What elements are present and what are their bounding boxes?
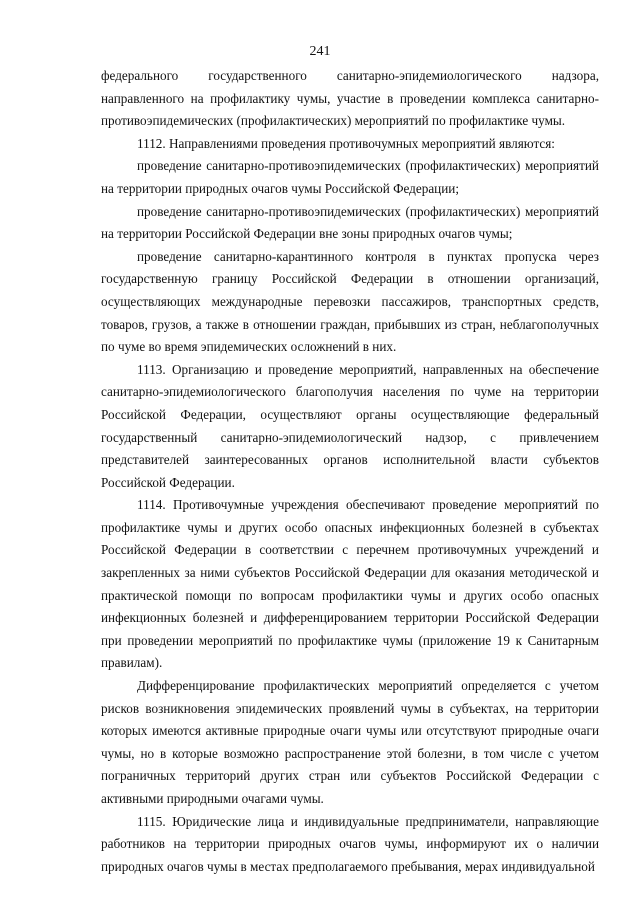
paragraph-1112-item-1: проведение санитарно-противоэпидемических (профилактических) мероприятий на территории природных очагов чумы Российской Федерации; [101, 158, 599, 196]
document-body [101, 65, 599, 878]
paragraph-1113: 1113. Организацию и проведение мероприятий, направленных на обеспечение санитарно-эпидемиологического благополучия населения по чуме на территории Российской Федерации, осуществляют органы осуществляющие федеральный государственный санитарно-эпидемиологический надзор, с привлечением представителей заинтересованных органов исполнительной власти субъектов Российской Федерации. [101, 361, 599, 490]
paragraph-1112-item-2: проведение санитарно-противоэпидемических (профилактических) мероприятий на территории Российской Федерации вне зоны природных очагов чумы; [101, 203, 599, 242]
paragraph-continuation: федерального государственного санитарно-эпидемиологического надзора, направленного на профилактику чумы, участие в проведении комплекса санитарно-противоэпидемических (профилактических) мероприятий по профилактике чумы. [101, 68, 599, 129]
paragraph-differentiation: Дифференцирование профилактических мероприятий определяется с учетом рисков возникновения эпидемических проявлений чумы в субъектах, на территории которых имеются активные природные очаги чумы или отсутствуют природные очаги чумы, но в которые возможно распространение этой болезни, в том числе с учетом пограничных территорий других стран или субъектов Российской Федерации с активными природными очагами чумы. [101, 678, 599, 806]
paragraph-1114: 1114. Противочумные учреждения обеспечивают проведение мероприятий по профилактике чумы и других особо опасных инфекционных болезней в субъектах Российской Федерации в соответствии с перечнем противочумных учреждений и закрепленных за ними субъектов Российской Федерации для оказания методической и практической помощи по вопросам профилактики чумы и других особо опасных инфекционных болезней и дифференцированием территории Российской Федерации при проведении мероприятий по профилактике чумы (приложение 19 к Санитарным правилам). [101, 497, 599, 671]
paragraph-1115: 1115. Юридические лица и индивидуальные предприниматели, направляющие работников на территории природных очагов чумы, информируют их о наличии природных очагов чумы в местах предполагаемого пребывания, мерах индивидуальной [101, 813, 599, 874]
paragraph-1112: 1112. Направлениями проведения противочумных мероприятий являются: [137, 135, 555, 151]
paragraph-1112-item-3: проведение санитарно-карантинного контроля в пунктах пропуска через государственную границу Российской Федерации в отношении организаций, осуществляющих международные перевозки пассажиров, транспортных средств, товаров, грузов, а также в отношении граждан, прибывших из стран, неблагополучных по чуме во время эпидемических осложнений в них. [101, 248, 599, 355]
page-number: 241 [309, 44, 331, 59]
